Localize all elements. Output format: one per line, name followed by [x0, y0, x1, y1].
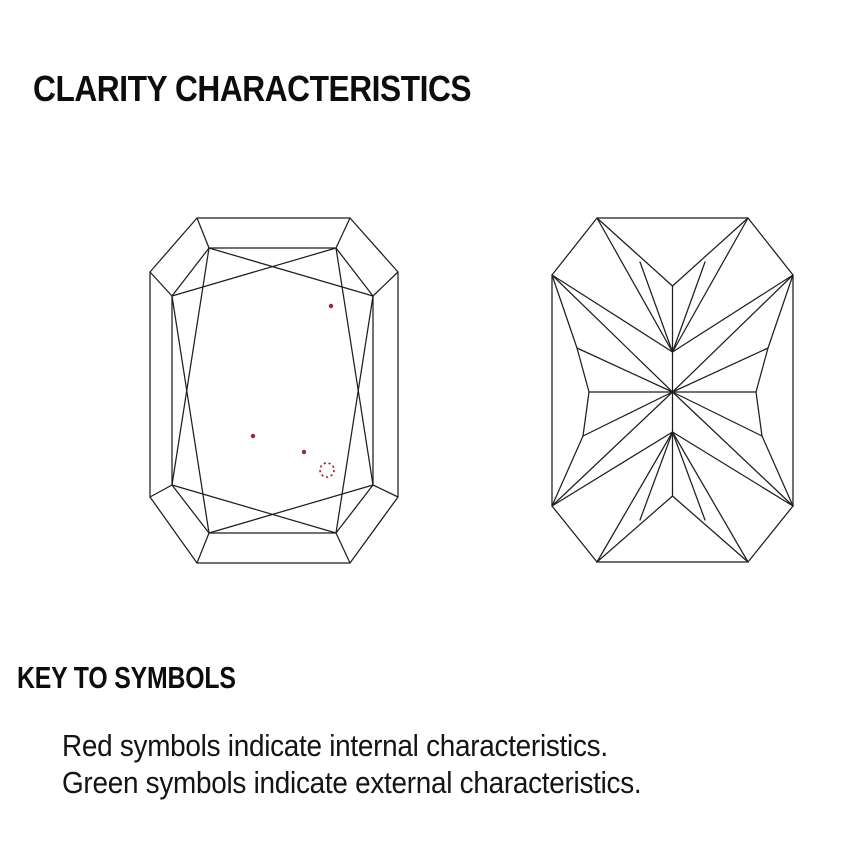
- crown-view-facet-line: [209, 485, 373, 533]
- pavilion-view-facet-line: [552, 392, 673, 506]
- crown-view-facet-line: [373, 485, 398, 497]
- internal-characteristic-dot-symbol: [251, 434, 255, 438]
- crown-view-facet-line: [172, 485, 336, 533]
- crown-view-facet-line: [336, 218, 350, 248]
- pavilion-view-facet-line: [756, 392, 762, 436]
- pavilion-view-facet-line: [673, 218, 749, 286]
- pavilion-view-facet-line: [673, 218, 749, 352]
- pavilion-view-facet-line: [756, 348, 768, 392]
- crown-view-facet-line: [172, 296, 209, 533]
- pavilion-view-facet-line: [673, 262, 706, 352]
- pavilion-view-facet-line: [768, 275, 793, 348]
- crown-view-facet-line: [172, 248, 209, 485]
- pavilion-view-facet-line: [673, 275, 794, 392]
- pavilion-view-facet-line: [640, 262, 673, 352]
- crown-view-facet-line: [150, 485, 172, 497]
- pavilion-view-diagram: [552, 218, 793, 562]
- crown-view-facet-line: [197, 533, 209, 563]
- external-characteristics-note: Green symbols indicate external characteristics.: [62, 765, 642, 800]
- pavilion-view-facet-line: [673, 432, 749, 562]
- crown-view-diagram: [150, 218, 398, 563]
- internal-characteristic-dot-symbol: [329, 304, 333, 308]
- crown-view-facet-line: [197, 218, 209, 248]
- internal-characteristic-dot-symbol: [302, 450, 306, 454]
- pavilion-view-facet-line: [673, 392, 794, 506]
- pavilion-view-facet-line: [673, 432, 706, 520]
- pavilion-view-facet-line: [673, 392, 763, 436]
- pavilion-view-facet-line: [597, 496, 673, 562]
- pavilion-view-facet-line: [552, 275, 673, 392]
- pavilion-view-facet-line: [762, 436, 793, 506]
- crown-view-facet-line: [336, 533, 350, 563]
- pavilion-view-facet-line: [597, 218, 673, 352]
- internal-characteristic-dashed-circle-symbol: [320, 463, 334, 477]
- pavilion-view-facet-line: [552, 275, 577, 348]
- pavilion-view-facet-line: [583, 392, 589, 436]
- pavilion-view-facet-line: [552, 275, 673, 352]
- crown-view-facet-line: [336, 296, 373, 533]
- page-title: CLARITY CHARACTERISTICS: [33, 68, 472, 109]
- pavilion-view-facet-line: [597, 218, 673, 286]
- pavilion-view-facet-line: [673, 348, 769, 392]
- crown-view-facet-line: [373, 272, 398, 296]
- pavilion-view-facet-line: [673, 496, 749, 562]
- pavilion-view-facet-line: [673, 275, 794, 352]
- pavilion-view-facet-line: [577, 348, 589, 392]
- pavilion-view-facet-line: [552, 436, 583, 506]
- pavilion-view-facet-line: [673, 432, 794, 506]
- crown-view-facet-line: [209, 248, 373, 296]
- pavilion-view-facet-line: [597, 432, 673, 562]
- crown-view-facet-line: [336, 248, 373, 485]
- pavilion-view-facet-line: [583, 392, 673, 436]
- crown-view-facet-line: [150, 272, 172, 296]
- internal-characteristics-note: Red symbols indicate internal characteristics.: [62, 728, 608, 763]
- key-to-symbols-heading: KEY TO SYMBOLS: [17, 660, 236, 695]
- pavilion-view-facet-line: [577, 348, 673, 392]
- pavilion-view-facet-line: [552, 432, 673, 506]
- pavilion-view-facet-line: [640, 432, 673, 520]
- key-to-symbols-text: [62, 727, 641, 801]
- crown-view-facet-line: [172, 248, 336, 296]
